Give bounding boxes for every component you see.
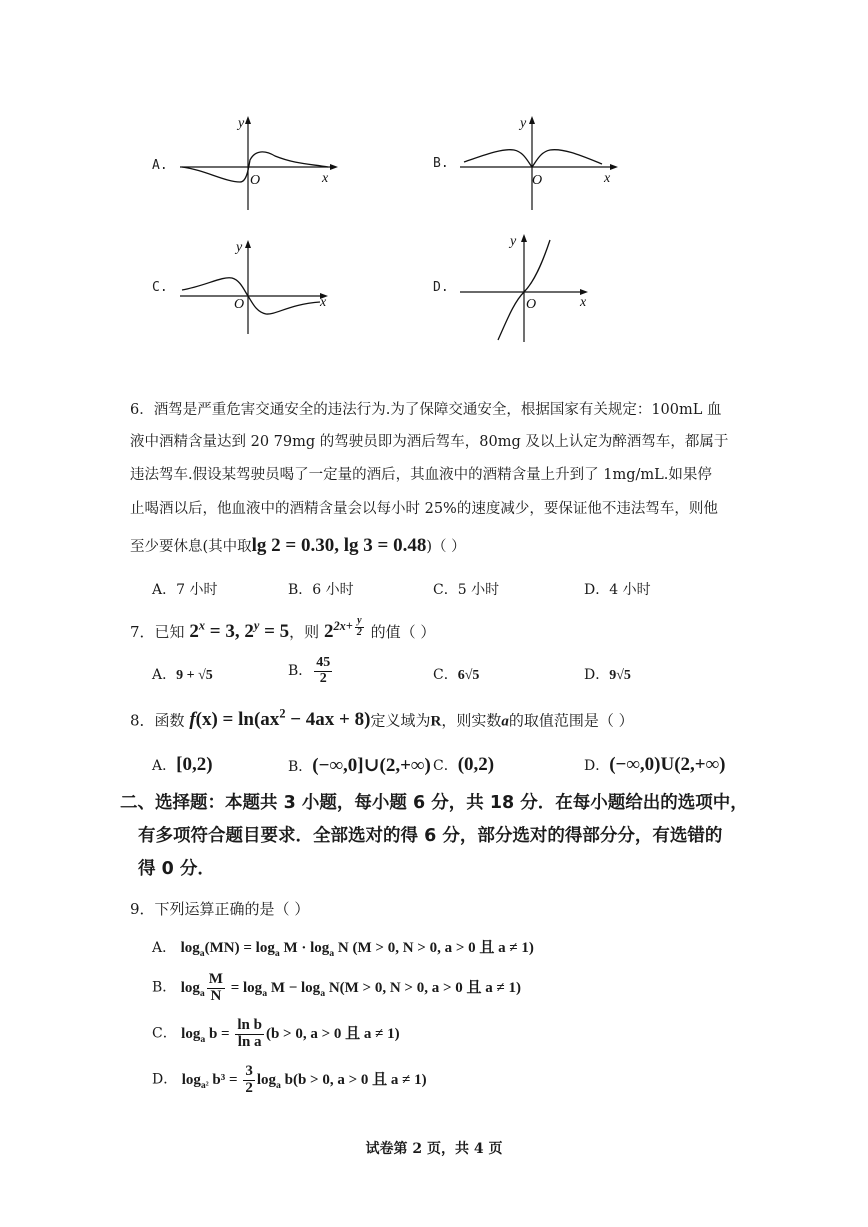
q7-option-c[interactable]: C．6√5 (433, 667, 480, 683)
graph-a-x: x (322, 171, 329, 186)
q7-prefix: 7．已知 (130, 623, 185, 642)
q8-R: R (430, 713, 442, 730)
graph-c-origin: O (234, 297, 245, 312)
graph-a-label: A. (152, 158, 168, 173)
q6-lg-formula: lg 2 = 0.30, lg 3 = 0.48 (251, 535, 427, 556)
graph-c-y: y (236, 240, 243, 255)
q8-mid: 定义域为 (370, 711, 431, 730)
q8-stem (130, 707, 634, 731)
q7-option-b[interactable]: B． $\frac{45}{2}$ (288, 655, 331, 686)
graph-b-label: B. (433, 156, 449, 171)
q7-option-d[interactable]: D．9√5 (584, 667, 631, 683)
q7-condition: $2^x = 3$, $2^y = 5$ (189, 618, 290, 643)
q9-stem: 9．下列运算正确的是（ ） (130, 900, 310, 918)
q6-option-d[interactable]: D．4 小时 (584, 582, 651, 598)
q6-line-1: 6．酒驾是严重危害交通安全的违法行为.为了保障交通安全，根据国家有关规定：100mL 血 (130, 402, 722, 418)
q8-var: a (501, 713, 509, 730)
q8-suffix-b: 的取值范围是（ ） (508, 711, 634, 730)
q6-line-5 (130, 536, 466, 557)
q6-bracket: )（ ） (426, 539, 466, 555)
graph-d-origin: O (526, 297, 537, 312)
graph-d (452, 228, 612, 346)
q8-option-a[interactable]: A．[0,2) (152, 754, 213, 775)
graph-d-label: D. (433, 280, 449, 295)
graph-b-x: x (604, 171, 611, 186)
q9-option-d[interactable]: D． $\log_{a^2} b^3$ = $\frac{3}{2}$ $\log_a b(b > 0$, a > 0 且 a ≠ 1) (152, 1063, 427, 1096)
graph-a (170, 112, 340, 212)
q6-line-3: 违法驾车.假设某驾驶员喝了一定量的酒后，其血液中的酒精含量上升到了 1mg/mL.如果停 (130, 467, 712, 483)
section-2-line-2: 有多项符合题目要求．全部选对的得 6 分，部分选对的得部分分，有选错的 (138, 826, 723, 846)
q9-option-c[interactable]: C． $\log_a b$ = $\frac{\text{ln b}}{\text{ln a}}$ (b > 0, a > 0 且 a ≠ 1) (152, 1017, 400, 1050)
graph-c (170, 236, 340, 336)
q7-mid: ，则 (289, 623, 320, 642)
graph-c-x: x (320, 295, 327, 310)
q6-line-5-text: 至少要休息(其中取 (130, 539, 252, 555)
q7-expression: $2^{2x+ \frac{y}{2}}$ (323, 615, 362, 643)
page-footer: 试卷第 2 页，共 4 页 (365, 1141, 503, 1157)
section-2-line-1: 二、选择题：本题共 3 小题，每小题 6 分，共 18 分．在每小题给出的选项中， (120, 793, 748, 813)
q6-option-c[interactable]: C．5 小时 (433, 582, 500, 598)
graph-b-origin: O (532, 173, 543, 188)
q8-option-d[interactable]: D．(−∞,0)U(2,+∞) (584, 754, 726, 775)
q6-line-2: 液中酒精含量达到 20 79mg 的驾驶员即为酒后驾车，80mg 及以上认定为醉酒驾车，都属于 (130, 434, 729, 450)
q6-line-4: 止喝酒以后，他血液中的酒精含量会以每小时 25%的速度减少，要保证他不违法驾车，则他 (130, 501, 718, 517)
graph-b-y: y (520, 116, 527, 131)
q8-prefix: 8．函数 (130, 711, 185, 730)
graph-a-origin: O (250, 173, 261, 188)
q6-option-a[interactable]: A．7 小时 (152, 582, 218, 598)
q8-option-c[interactable]: C．(0,2) (433, 754, 495, 775)
graph-d-x: x (580, 295, 587, 310)
q7-suffix: 的值（ ） (370, 623, 436, 642)
q7-stem (130, 616, 435, 643)
graph-b (452, 112, 622, 212)
q8-formula: $f(x) = \ln(ax^2 - 4ax + 8)$ (189, 707, 371, 731)
q8-suffix-a: ，则实数 (441, 711, 502, 730)
q7-option-a[interactable]: A．9 + √5 (152, 667, 213, 683)
q9-option-b[interactable]: B． $\log_a$ $\frac{M}{N}$ = $\log_a M - \log_a N(M > 0$, N > 0, a > 0 且 a ≠ 1) (152, 971, 522, 1004)
q8-option-b[interactable]: B．(−∞,0]∪(2,+∞) (288, 755, 431, 776)
graph-c-label: C. (152, 280, 168, 295)
section-2-line-3: 得 0 分． (138, 859, 215, 879)
q6-option-b[interactable]: B．6 小时 (288, 582, 354, 598)
q9-option-a[interactable]: A． $\log_a(MN) = \log_a M \cdot \log_a N$ (M > 0, N > 0, a > 0 且 a ≠ 1) (152, 940, 534, 959)
graph-a-y: y (238, 116, 245, 131)
graph-d-y: y (510, 234, 517, 249)
